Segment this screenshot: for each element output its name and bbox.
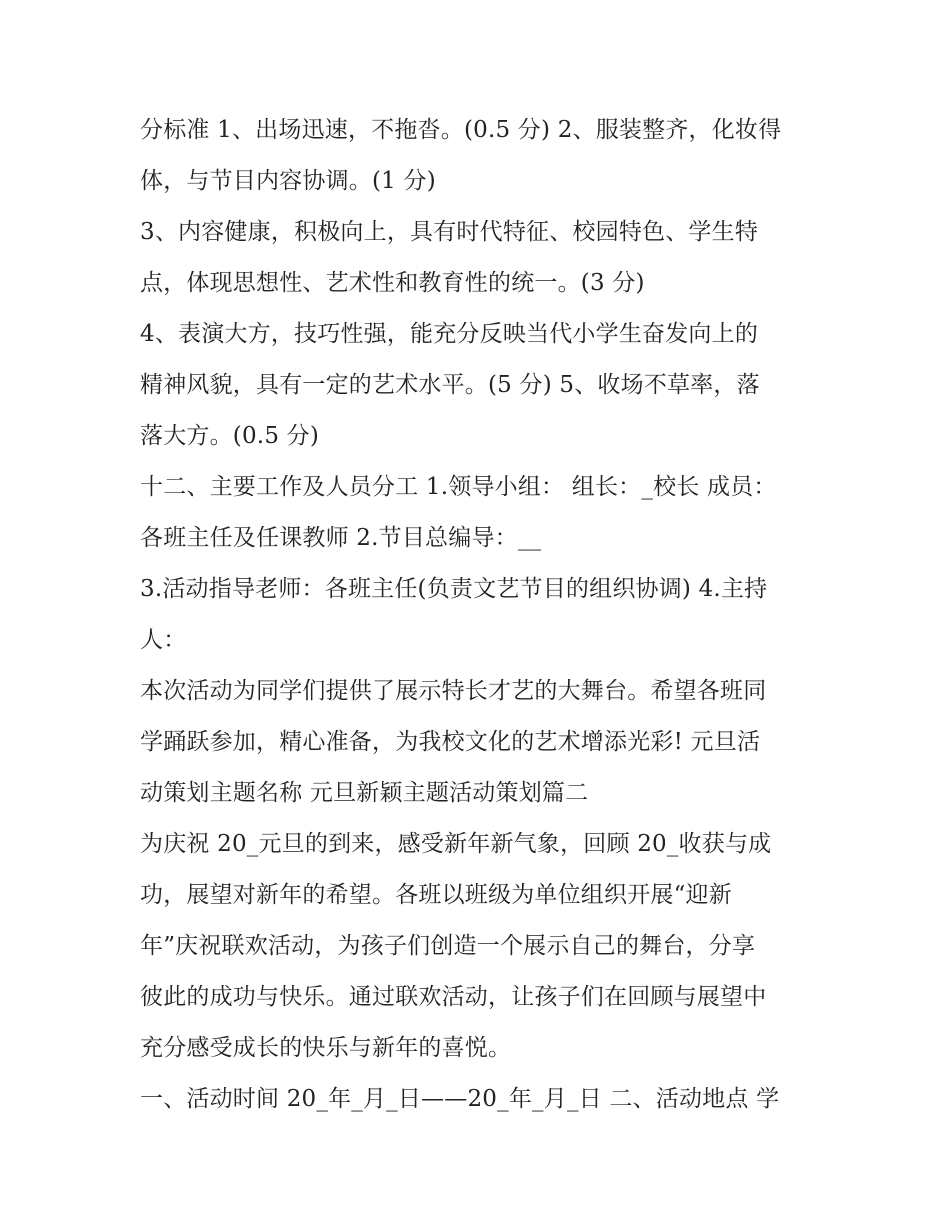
text-line: 分标准 1、出场迅速，不拖沓。(0.5 分) 2、服装整齐，化妆得: [140, 117, 782, 143]
text-line: 动策划主题名称 元旦新颖主题活动策划篇二: [140, 780, 589, 806]
text-line: 点，体现思想性、艺术性和教育性的统一。(3 分): [140, 270, 645, 296]
text-line: 体，与节目内容协调。(1 分): [140, 168, 436, 194]
text-line: 一、活动时间 20_年_月_日——20_年_月_日 二、活动地点 学: [140, 1086, 780, 1112]
text-line: 3、内容健康，积极向上，具有时代特征、校园特色、学生特: [140, 219, 759, 245]
text-line: 人：: [140, 627, 187, 653]
document-body: [140, 105, 820, 1125]
text-line: 为庆祝 20_元旦的到来，感受新年新气象，回顾 20_收获与成: [140, 831, 772, 857]
text-line: 充分感受成长的快乐与新年的喜悦。: [140, 1035, 512, 1061]
text-line: 彼此的成功与快乐。通过联欢活动，让孩子们在回顾与展望中: [140, 984, 767, 1010]
text-line: 年”庆祝联欢活动，为孩子们创造一个展示自己的舞台，分享: [140, 933, 756, 959]
text-line: 4、表演大方，技巧性强，能充分反映当代小学生奋发向上的: [140, 321, 759, 347]
text-line: 十二、主要工作及人员分工 1.领导小组： 组长：_校长 成员：: [140, 474, 777, 500]
text-line: 3.活动指导老师：各班主任(负责文艺节目的组织协调) 4.主持: [140, 576, 768, 602]
text-line: 本次活动为同学们提供了展示特长才艺的大舞台。希望各班同: [140, 678, 767, 704]
text-line: 精神风貌，具有一定的艺术水平。(5 分) 5、收场不草率，落: [140, 372, 760, 398]
text-line: 学踊跃参加，精心准备，为我校文化的艺术增添光彩! 元旦活: [140, 729, 761, 755]
text-line: 各班主任及任课教师 2.节目总编导：__: [140, 525, 542, 551]
text-line: 落大方。(0.5 分): [140, 423, 320, 449]
text-line: 功，展望对新年的希望。各班以班级为单位组织开展“迎新: [140, 882, 732, 908]
